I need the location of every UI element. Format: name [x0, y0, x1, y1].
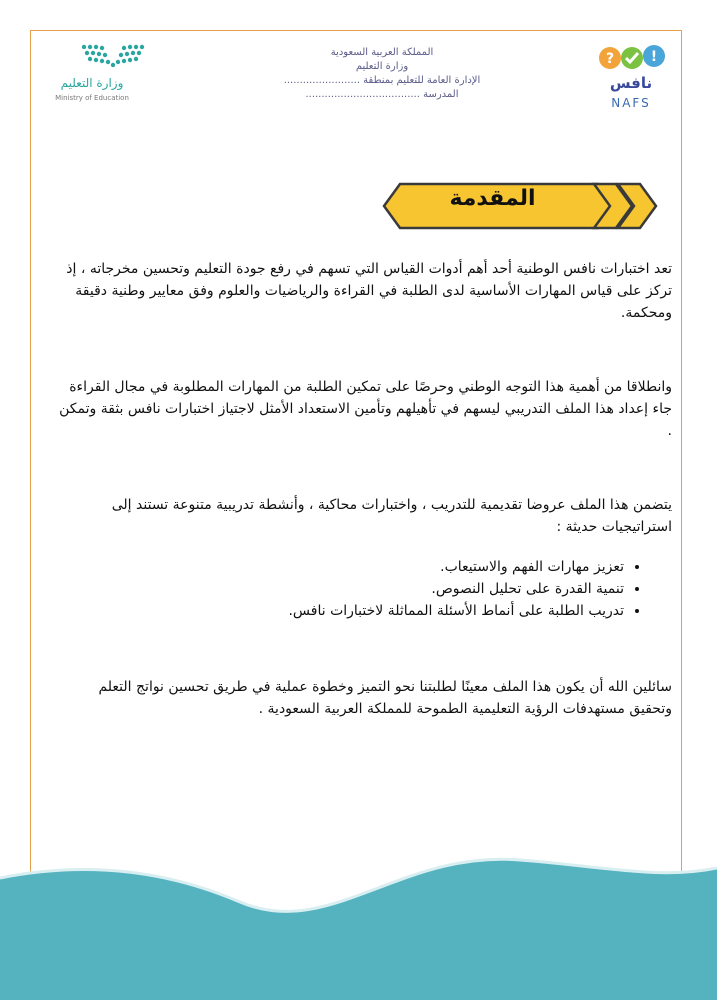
- header-line-ministry: وزارة التعليم: [355, 61, 409, 72]
- svg-text:?: ?: [605, 51, 615, 67]
- footer-wave-icon: [0, 820, 717, 1000]
- paragraph-closing: سائلين الله أن يكون هذا الملف معينًا لطلبتنا نحو التميز وخطوة عملية في طريق تحسين نواتج التعلم وتحقيق مستهدفات الرؤية التعليمية الطموحة للمملكة العربية السعودية .: [98, 679, 672, 717]
- list-item: • تعزيز مهارات الفهم والاستيعاب.: [34, 556, 624, 578]
- list-item: • تنمية القدرة على تحليل النصوص.: [34, 578, 624, 600]
- svg-text:!: !: [650, 49, 658, 65]
- paragraph-contents: يتضمن هذا الملف عروضا تقديمية للتدريب ، واختبارات محاكية ، وأنشطة تدريبية متنوعة تستند إلى استراتيجيات حديثة :: [111, 497, 672, 535]
- header-text-block: [262, 46, 502, 102]
- ministry-of-education-logo: [42, 42, 142, 112]
- page-title: المقدمة: [449, 186, 536, 211]
- page-header: [32, 38, 680, 118]
- list-item: • تدريب الطلبة على أنماط الأسئلة المماثلة لاختبارات نافس.: [34, 600, 624, 622]
- strategies-list: [34, 556, 642, 622]
- nafs-logo-english: NAFS: [611, 96, 651, 110]
- moe-logo-arabic: وزارة التعليم: [60, 76, 124, 90]
- paragraph-purpose: وانطلاقا من أهمية هذا التوجه الوطني وحرصًا على تمكين الطلبة من المهارات المطلوبة في مجال القراءة جاء إعداد هذا الملف التدريبي ليسهم في تأهيلهم وتأمين الاستعداد الأمثل لاجتياز اختبارات نافس بثقة وتمكن .: [59, 379, 672, 439]
- nafs-logo: [592, 40, 672, 116]
- header-line-school: المدرسة ....................................: [305, 89, 459, 100]
- moe-logo-english: Ministry of Education: [55, 94, 129, 102]
- paragraph-intro: تعد اختبارات نافس الوطنية أحد أهم أدوات القياس التي تسهم في رفع جودة التعليم وتحسين مخرجاته ، إذ تركز على قياس المهارات الأساسية لدى الطلبة في القراءة والرياضيات والعلوم وفق معايير وطنية دقيقة ومحكمة.: [66, 261, 672, 321]
- nafs-badges-icon: [596, 40, 668, 74]
- moe-dots-icon: [78, 42, 148, 68]
- header-line-directorate: الإدارة العامة للتعليم بمنطقة ........................: [283, 75, 481, 86]
- header-line-kingdom: المملكة العربية السعودية: [330, 47, 434, 58]
- nafs-logo-arabic: نافس: [609, 74, 653, 92]
